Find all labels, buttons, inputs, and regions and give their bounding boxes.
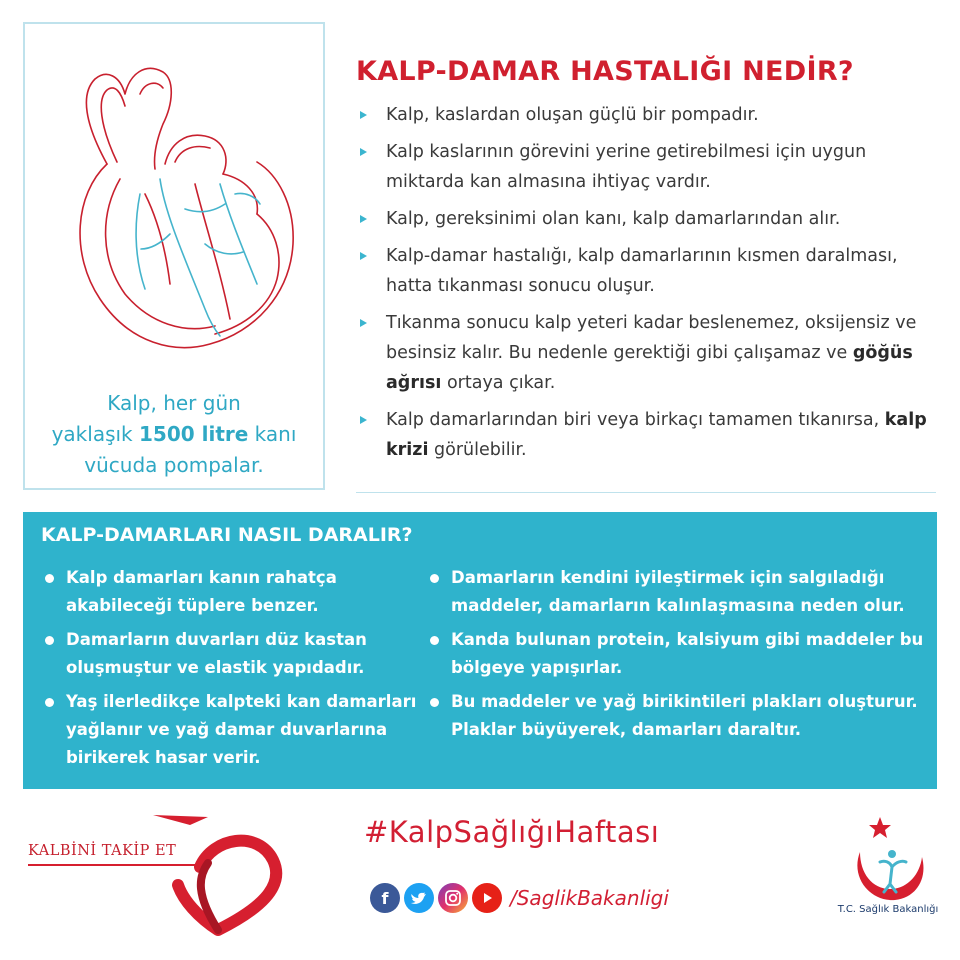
heart-illustration-panel bbox=[23, 22, 325, 490]
narrowing-text: Kanda bulunan protein, kalsiyum gibi maddeler bu bölgeye yapışırlar. bbox=[451, 630, 924, 677]
narrowing-panel bbox=[23, 512, 937, 789]
list-item bbox=[356, 405, 946, 465]
list-item bbox=[356, 137, 946, 197]
arrow-bullet-icon bbox=[360, 148, 367, 156]
caption-line-2-end: kanı bbox=[248, 422, 297, 446]
narrowing-text: Bu maddeler ve yağ birikintileri plakları oluşturur. Plaklar büyüyerek, damarları daraltır. bbox=[451, 692, 918, 739]
caption-line-3: vücuda pompalar. bbox=[84, 453, 264, 477]
caption-line-2 bbox=[25, 419, 323, 450]
social-handle[interactable]: /SaglikBakanligi bbox=[510, 886, 669, 910]
campaign-logo bbox=[18, 805, 293, 940]
narrowing-text: Damarların kendini iyileştirmek için salgıladığı maddeler, damarların kalınlaşmasına neden olur. bbox=[451, 568, 905, 615]
narrowing-text: Yaş ilerledikçe kalpteki kan damarları yağlanır ve yağ damar duvarlarına birikerek hasar verir. bbox=[66, 692, 417, 767]
heart-caption bbox=[25, 388, 323, 481]
page-title: KALP-DAMAR HASTALIĞI NEDİR? bbox=[356, 56, 854, 87]
ministry-label: T.C. Sağlık Bakanlığı bbox=[837, 904, 939, 915]
dot-bullet-icon bbox=[45, 574, 54, 583]
narrowing-list-left bbox=[41, 564, 421, 778]
youtube-icon[interactable] bbox=[472, 883, 502, 913]
list-item bbox=[356, 100, 946, 130]
heart-illustration bbox=[45, 44, 305, 362]
dot-bullet-icon bbox=[430, 636, 439, 645]
fact-highlight: göğüs ağrısı bbox=[386, 343, 913, 393]
fact-text: Kalp, kaslardan oluşan güçlü bir pompadır. bbox=[386, 105, 759, 125]
social-bar bbox=[370, 880, 669, 916]
narrowing-list-right bbox=[426, 564, 926, 750]
arrow-bullet-icon bbox=[360, 215, 367, 223]
arrow-bullet-icon bbox=[360, 111, 367, 119]
fact-text: Tıkanma sonucu kalp yeteri kadar beslenemez, oksijensiz ve besinsiz kalır. Bu nedenle gerektiği gibi çalışamaz ve bbox=[386, 313, 917, 363]
list-item bbox=[41, 688, 421, 772]
list-item bbox=[426, 688, 926, 744]
list-item bbox=[426, 564, 926, 620]
fact-highlight: kalp krizi bbox=[386, 410, 927, 460]
fact-text: Kalp kaslarının görevini yerine getirebilmesi için uygun miktarda kan almasına ihtiyaç vardır. bbox=[386, 142, 867, 192]
crescent-star-icon bbox=[840, 812, 940, 912]
hashtag: #KalpSağlığıHaftası bbox=[364, 815, 660, 849]
instagram-icon[interactable] bbox=[438, 883, 468, 913]
dot-bullet-icon bbox=[45, 636, 54, 645]
list-item bbox=[41, 626, 421, 682]
arrow-bullet-icon bbox=[360, 252, 367, 260]
caption-line-1: Kalp, her gün bbox=[107, 391, 241, 415]
caption-line-2-text: yaklaşık bbox=[51, 422, 139, 446]
caption-volume: 1500 litre bbox=[139, 422, 249, 446]
fact-text: Kalp-damar hastalığı, kalp damarlarının kısmen daralması, hatta tıkanması sonucu oluşur. bbox=[386, 246, 898, 296]
dot-bullet-icon bbox=[45, 698, 54, 707]
list-item bbox=[41, 564, 421, 620]
heart-line-icon bbox=[18, 805, 293, 940]
dot-bullet-icon bbox=[430, 574, 439, 583]
narrowing-text: Kalp damarları kanın rahatça akabileceği tüplere benzer. bbox=[66, 568, 337, 615]
section-divider bbox=[356, 492, 936, 493]
list-item bbox=[356, 241, 946, 301]
narrowing-text: Damarların duvarları düz kastan oluşmuştur ve elastik yapıdadır. bbox=[66, 630, 367, 677]
arrow-bullet-icon bbox=[360, 416, 367, 424]
list-item bbox=[356, 308, 946, 398]
campaign-label: KALBİNİ TAKİP ET bbox=[28, 843, 177, 859]
fact-text-end: görülebilir. bbox=[428, 440, 527, 460]
narrowing-title: KALP-DAMARLARI NASIL DARALIR? bbox=[41, 524, 413, 546]
list-item bbox=[356, 204, 946, 234]
arrow-bullet-icon bbox=[360, 319, 367, 327]
twitter-icon[interactable] bbox=[404, 883, 434, 913]
dot-bullet-icon bbox=[430, 698, 439, 707]
list-item bbox=[426, 626, 926, 682]
fact-text-end: ortaya çıkar. bbox=[441, 373, 556, 393]
fact-text: Kalp, gereksinimi olan kanı, kalp damarlarından alır. bbox=[386, 209, 841, 229]
fact-text: Kalp damarlarından biri veya birkaçı tamamen tıkanırsa, bbox=[386, 410, 885, 430]
facts-list bbox=[356, 100, 946, 472]
facebook-icon[interactable]: f bbox=[370, 883, 400, 913]
